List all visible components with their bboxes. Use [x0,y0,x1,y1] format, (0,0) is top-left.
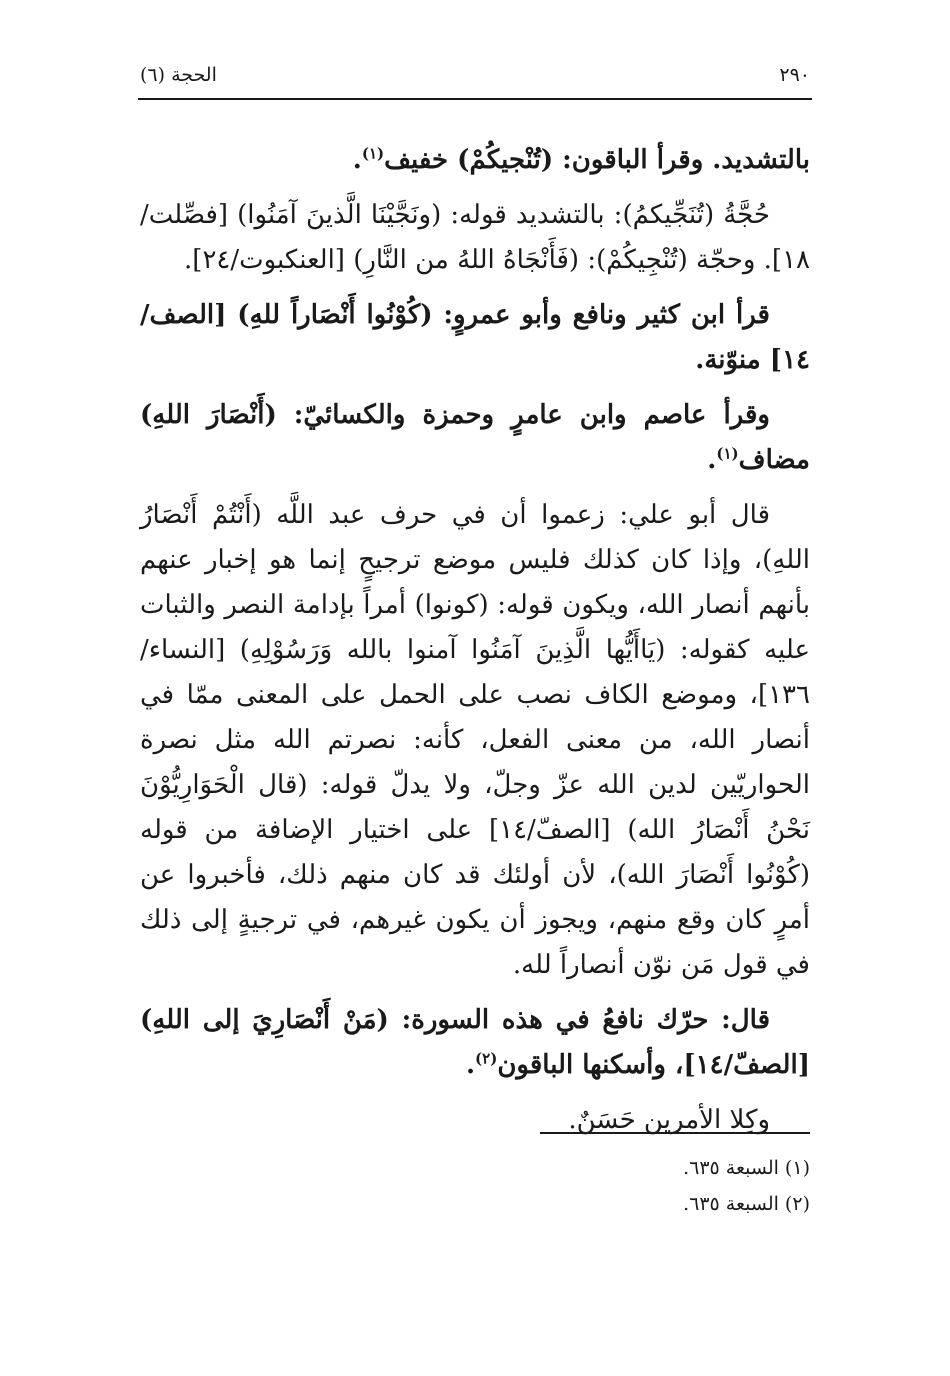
running-title: الحجة (٦) [140,64,217,86]
paragraph: وقرأ عاصم وابن عامرٍ وحمزة والكسائيّ: (أَنْصَارَ اللهِ) مضاف$^{(١)}$. [140,400,810,475]
paragraph: قرأ ابن كثير ونافع وأبو عمروٍ: (كُوْنُوا أَنْصَاراً للهِ) [الصف/١٤] منوّنة. [140,300,810,375]
body-text [140,138,810,1153]
header-rule [138,98,812,100]
paragraph: قال أبو علي: زعموا أن في حرف عبد اللَّه (أَنْتُمْ أَنْصَارُ اللهِ)، وإذا كان كذلك فليس موضع ترجيحٍ إنما هو إخبار عنهم بأنهم أنصار الله، ويكون قوله: (كونوا) أمراً بإدامة النصر والثبات عليه كقوله: (يَاأَيُّها الَّذِينَ آمَنُوا آمنوا بالله وَرَسُوْلِهِ) [النساء/١٣٦]، وموضع الكاف نصب على الحمل على المعنى ممّا في أنصار الله، من معنى الفعل، كأنه: نصرتم الله مثل نصرة الحواريّين لدين الله عزّ وجلّ، ولا يدلّ قوله: (قال الْحَوَارِيُّوْنَ نَحْنُ أَنْصَارُ الله) [الصفّ/١٤] على اختيار الإضافة من قوله (كُوْنُوا أَنْصَارَ الله)، لأن أولئك قد كان منهم ذلك، فأخبروا عن أمرٍ كان وقع منهم، ويجوز أن يكون غيرهم، في ترجيةٍ إلى ذلك في قول مَن نوّن أنصاراً لله. [140,500,810,980]
footnotes [140,1150,810,1222]
paragraph: بالتشديد. وقرأ الباقون: (تُنْجيكُمْ) خفيف$^{(١)}$. [352,144,810,175]
page-number: ٢٩٠ [779,64,810,86]
paragraph: وكِلا الأمرين حَسَنٌ. [568,1105,770,1135]
paragraph: حُجَّةُ (تُنَجِّيكمُ): بالتشديد قوله: (ونَجَّيْنَا الَّذينَ آمَنُوا) [فصِّلت/١٨]. وحجّة (تُنْجِيكُمْ): (فَأَنْجَاهُ اللهُ من النَّارِ) [العنكبوت/٢٤]. [140,200,810,275]
footnote-rule [540,1132,810,1134]
page-header [140,60,810,96]
footnote: (١) السبعة ٦٣٥. [683,1157,810,1179]
paragraph: قال: حرّك نافعُ في هذه السورة: (مَنْ أَنْصَارِيَ إلى اللهِ) [الصفّ/١٤]، وأسكنها الباقون$^{(٢)}$. [140,1005,810,1080]
footnote: (٢) السبعة ٦٣٥. [683,1193,810,1215]
